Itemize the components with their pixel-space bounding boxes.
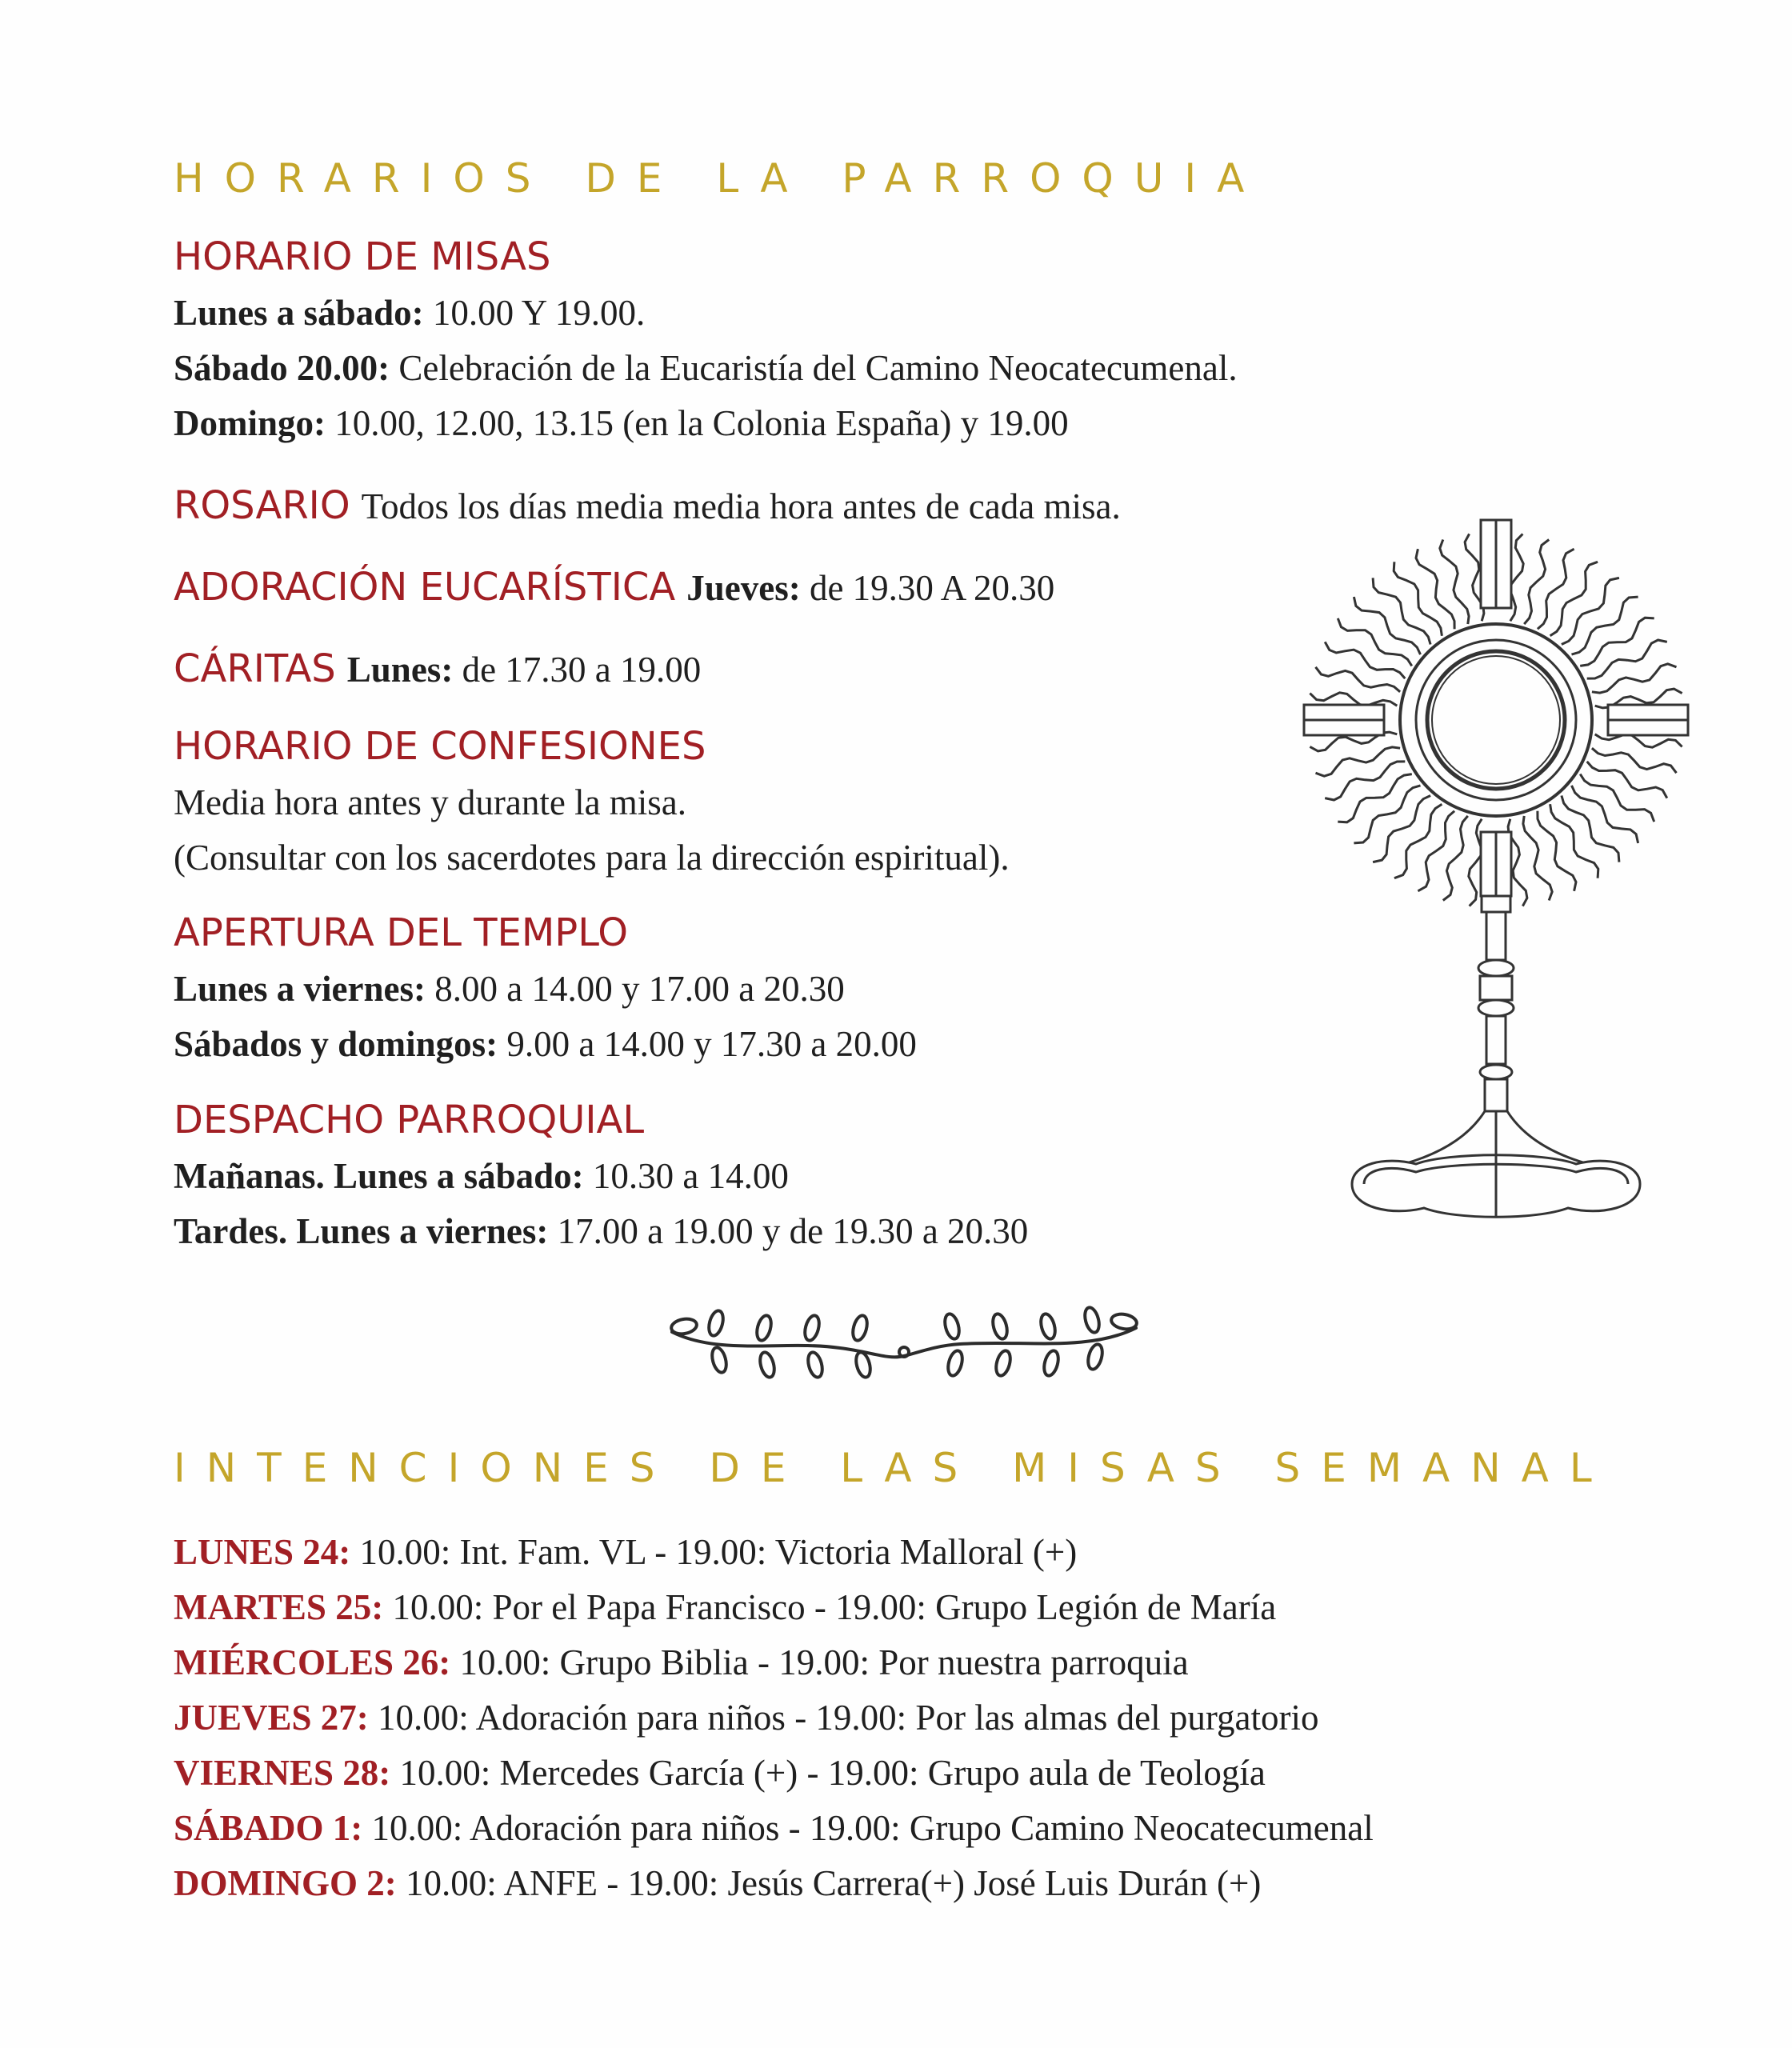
confesiones-heading: HORARIO DE CONFESIONES bbox=[174, 724, 706, 769]
monstrance-ray bbox=[1338, 618, 1412, 666]
vine-leaf bbox=[754, 1314, 774, 1342]
vine-leaf bbox=[806, 1350, 825, 1378]
monstrance-ray bbox=[1443, 816, 1468, 901]
despacho-row: Mañanas. Lunes a sábado: 10.30 a 14.00 bbox=[174, 1156, 789, 1196]
rosario-line bbox=[174, 477, 1121, 535]
monstrance-ray bbox=[1580, 774, 1654, 822]
apertura-heading: APERTURA DEL TEMPLO bbox=[174, 910, 629, 955]
intencion-row: JUEVES 27: 10.00: Adoración para niños - 19.00: Por las almas del purgatorio bbox=[174, 1698, 1319, 1738]
despacho-block bbox=[174, 1091, 1028, 1259]
vine-leaf bbox=[990, 1312, 1010, 1340]
monstrance-ray bbox=[1440, 540, 1469, 625]
vine-divider-icon bbox=[656, 1296, 1152, 1400]
monstrance-ray bbox=[1394, 804, 1442, 878]
confesiones-line: (Consultar con los sacerdotes para la dirección espiritual). bbox=[174, 838, 1010, 878]
despacho-row: Tardes. Lunes a viernes: 17.00 a 19.00 y de 19.30 a 20.30 bbox=[174, 1211, 1029, 1251]
rosario-heading: ROSARIO bbox=[174, 483, 350, 528]
monstrance-ray bbox=[1592, 664, 1677, 693]
vine-leaf bbox=[1082, 1306, 1102, 1334]
monstrance-ray bbox=[1550, 562, 1598, 636]
vine-leaf bbox=[1038, 1312, 1058, 1340]
vine-leaf bbox=[994, 1349, 1013, 1377]
vine-leaf bbox=[758, 1350, 777, 1378]
intencion-row: MARTES 25: 10.00: Por el Papa Francisco - 19.00: Grupo Legión de María bbox=[174, 1587, 1277, 1627]
monstrance-ray bbox=[1592, 748, 1677, 773]
caritas-line: CÁRITAS Lunes: de 17.30 a 19.00 bbox=[174, 646, 702, 691]
vine-leaf bbox=[706, 1309, 726, 1337]
vine-leaf bbox=[850, 1314, 870, 1342]
intenciones-list bbox=[174, 1525, 1374, 1911]
monstrance-ray bbox=[1316, 667, 1401, 692]
monstrance-ray bbox=[1316, 747, 1401, 776]
misas-block bbox=[174, 228, 1238, 451]
despacho-heading: DESPACHO PARROQUIAL bbox=[174, 1098, 645, 1142]
adoracion-line: ADORACIÓN EUCARÍSTICA Jueves: de 19.30 A 20.30 bbox=[174, 565, 1055, 610]
vine-leaf bbox=[1042, 1349, 1061, 1377]
rosario-text: Todos los días media media hora antes de cada misa. bbox=[361, 486, 1121, 526]
apertura-row: Sábados y domingos: 9.00 a 14.00 y 17.30 a 20.00 bbox=[174, 1024, 917, 1064]
vine-leaf bbox=[802, 1314, 822, 1342]
misas-row: Domingo: 10.00, 12.00, 13.15 (en la Colonia España) y 19.00 bbox=[174, 403, 1069, 443]
intencion-row: VIERNES 28: 10.00: Mercedes García (+) - 19.00: Grupo aula de Teología bbox=[174, 1753, 1266, 1793]
intencion-row: LUNES 24: 10.00: Int. Fam. VL - 19.00: Victoria Malloral (+) bbox=[174, 1532, 1078, 1572]
apertura-block bbox=[174, 904, 917, 1072]
vine-leaf bbox=[1086, 1342, 1105, 1370]
confesiones-block bbox=[174, 718, 1010, 886]
horarios-title: HORARIOS DE LA PARROQUIA bbox=[174, 155, 1266, 202]
intenciones-title: INTENCIONES DE LAS MISAS SEMANAL bbox=[174, 1445, 1613, 1491]
misas-heading: HORARIO DE MISAS bbox=[174, 234, 551, 279]
intencion-row: SÁBADO 1: 10.00: Adoración para niños - 19.00: Grupo Camino Neocatecumenal bbox=[174, 1808, 1374, 1848]
monstrance-icon bbox=[1296, 512, 1696, 1232]
misas-row: Lunes a sábado: 10.00 Y 19.00. bbox=[174, 293, 646, 333]
vine-leaf bbox=[710, 1346, 729, 1374]
confesiones-line: Media hora antes y durante la misa. bbox=[174, 782, 687, 822]
adoracion-heading: ADORACIÓN EUCARÍSTICA bbox=[174, 565, 676, 610]
intencion-row: DOMINGO 2: 10.00: ANFE - 19.00: Jesús Carrera(+) José Luis Durán (+) bbox=[174, 1863, 1262, 1903]
caritas-heading: CÁRITAS bbox=[174, 646, 336, 691]
misas-row: Sábado 20.00: Celebración de la Eucaristía del Camino Neocatecumenal. bbox=[174, 348, 1238, 388]
intencion-row: MIÉRCOLES 26: 10.00: Grupo Biblia - 19.00: Por nuestra parroquia bbox=[174, 1642, 1189, 1682]
vine-leaf bbox=[946, 1349, 965, 1377]
vine-leaf bbox=[942, 1312, 962, 1340]
monstrance-ray bbox=[1523, 816, 1552, 901]
apertura-row: Lunes a viernes: 8.00 a 14.00 y 17.00 a 20.30 bbox=[174, 969, 845, 1009]
vine-leaf bbox=[854, 1350, 873, 1378]
monstrance-ray bbox=[1524, 540, 1549, 625]
